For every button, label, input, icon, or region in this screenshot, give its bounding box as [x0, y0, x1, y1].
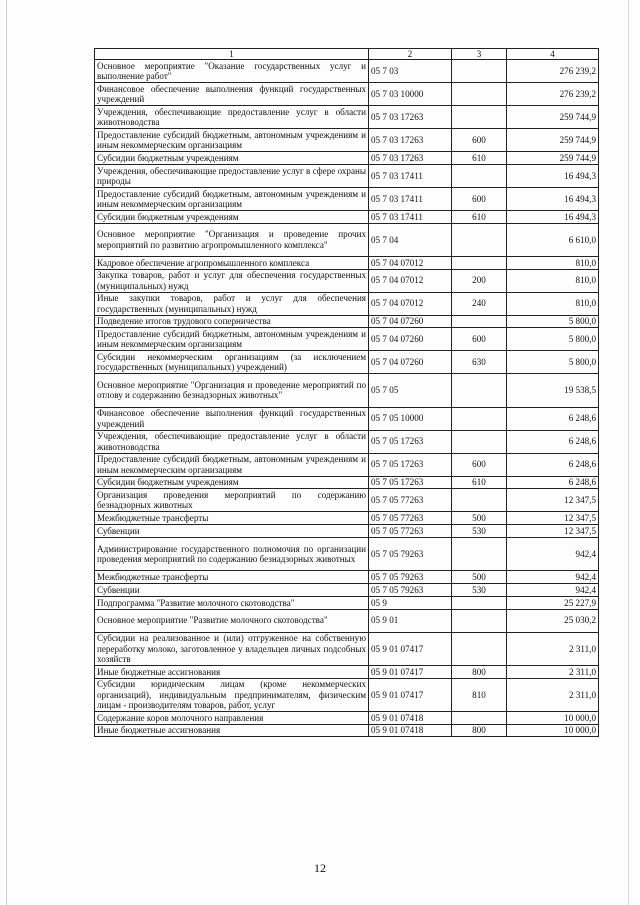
row-amount: 10 000,0: [507, 724, 599, 737]
row-amount: 259 744,9: [507, 106, 599, 129]
table-row: [95, 430, 599, 453]
row-code: 05 9 01 07418: [369, 724, 452, 737]
row-code: 05 7 04 07260: [369, 328, 452, 351]
row-code: 05 7 05 77263: [369, 525, 452, 538]
table-row: [95, 525, 599, 538]
row-expense-type: 600: [452, 453, 507, 476]
row-expense-type: [452, 489, 507, 512]
row-name: Иные закупки товаров, работ и услуг для обеспечения государственных (муниципальных) нужд: [95, 292, 369, 315]
row-amount: 810,0: [507, 256, 599, 269]
table-row: [95, 596, 599, 609]
row-amount: 6 248,6: [507, 430, 599, 453]
row-name: Содержание коров молочного направления: [95, 711, 369, 724]
table-row: [95, 292, 599, 315]
budget-table: [94, 48, 599, 737]
row-code: 05 7 05: [369, 374, 452, 407]
row-name: Подведение итогов трудового соперничества: [95, 315, 369, 328]
row-amount: 25 227,9: [507, 596, 599, 609]
row-code: 05 7 05 17263: [369, 453, 452, 476]
row-amount: 6 248,6: [507, 407, 599, 430]
row-amount: 259 744,9: [507, 152, 599, 165]
row-expense-type: [452, 374, 507, 407]
row-code: 05 7 05 79263: [369, 583, 452, 596]
table-row: [95, 187, 599, 210]
row-name: Основное мероприятие "Оказание государственных услуг и выполнение работ": [95, 60, 369, 83]
row-expense-type: 810: [452, 678, 507, 711]
row-expense-type: [452, 223, 507, 256]
row-code: 05 7 04 07012: [369, 292, 452, 315]
row-name: Субсидии бюджетным учреждениям: [95, 152, 369, 165]
row-name: Администрирование государственного полномочия по организации проведения мероприятий по содержанию безнадзорных животных: [95, 537, 369, 570]
column-header-2: 2: [369, 49, 452, 60]
row-amount: 5 800,0: [507, 328, 599, 351]
row-code: 05 7 03 17263: [369, 106, 452, 129]
table-row: [95, 83, 599, 106]
row-amount: 12 347,5: [507, 512, 599, 525]
row-code: 05 7 05 17263: [369, 476, 452, 489]
table-row: [95, 351, 599, 374]
row-expense-type: [452, 609, 507, 632]
row-expense-type: 800: [452, 665, 507, 678]
row-amount: 810,0: [507, 269, 599, 292]
row-name: Учреждения, обеспечивающие предоставление услуг в области животноводства: [95, 106, 369, 129]
row-amount: 16 494,3: [507, 210, 599, 223]
row-amount: 25 030,2: [507, 609, 599, 632]
row-expense-type: [452, 83, 507, 106]
row-expense-type: 500: [452, 571, 507, 584]
row-code: 05 7 05 79263: [369, 571, 452, 584]
row-expense-type: 630: [452, 351, 507, 374]
row-amount: 276 239,2: [507, 60, 599, 83]
table-row: [95, 632, 599, 665]
column-header-row: [95, 49, 599, 60]
row-code: 05 7 05 77263: [369, 512, 452, 525]
row-name: Межбюджетные трансферты: [95, 512, 369, 525]
row-name: Межбюджетные трансферты: [95, 571, 369, 584]
row-expense-type: 600: [452, 328, 507, 351]
row-expense-type: 800: [452, 724, 507, 737]
row-expense-type: 530: [452, 525, 507, 538]
row-code: 05 7 05 17263: [369, 430, 452, 453]
table-row: [95, 571, 599, 584]
row-code: 05 9 01 07417: [369, 632, 452, 665]
row-code: 05 7 05 79263: [369, 537, 452, 570]
row-code: 05 7 04 07260: [369, 351, 452, 374]
row-expense-type: [452, 632, 507, 665]
table-row: [95, 210, 599, 223]
row-expense-type: [452, 164, 507, 187]
row-code: 05 7 04 07260: [369, 315, 452, 328]
row-expense-type: [452, 256, 507, 269]
table-row: [95, 476, 599, 489]
budget-table-body: [95, 49, 599, 737]
row-expense-type: [452, 60, 507, 83]
row-expense-type: 500: [452, 512, 507, 525]
row-name: Закупка товаров, работ и услуг для обеспечения государственных (муниципальных) нужд: [95, 269, 369, 292]
row-expense-type: 610: [452, 476, 507, 489]
table-row: [95, 711, 599, 724]
row-name: Основное мероприятие "Развитие молочного скотоводства": [95, 609, 369, 632]
row-code: 05 9 01 07417: [369, 678, 452, 711]
row-amount: 276 239,2: [507, 83, 599, 106]
table-row: [95, 374, 599, 407]
row-amount: 12 347,5: [507, 489, 599, 512]
row-code: 05 7 03 17263: [369, 129, 452, 152]
row-expense-type: [452, 106, 507, 129]
table-row: [95, 609, 599, 632]
row-amount: 5 800,0: [507, 315, 599, 328]
row-amount: 810,0: [507, 292, 599, 315]
row-name: Предоставление субсидий бюджетным, автономным учреждениям и иным некоммерческим организациям: [95, 328, 369, 351]
row-name: Субсидии бюджетным учреждениям: [95, 476, 369, 489]
table-row: [95, 256, 599, 269]
table-row: [95, 583, 599, 596]
row-name: Подпрограмма "Развитие молочного скотоводства": [95, 596, 369, 609]
table-row: [95, 106, 599, 129]
row-amount: 2 311,0: [507, 632, 599, 665]
row-code: 05 7 03 17411: [369, 187, 452, 210]
row-code: 05 7 05 10000: [369, 407, 452, 430]
table-row: [95, 453, 599, 476]
table-row: [95, 678, 599, 711]
table-row: [95, 512, 599, 525]
row-name: Субсидии бюджетным учреждениям: [95, 210, 369, 223]
row-name: Субсидии некоммерческим организациям (за исключением государственных (муниципальных) учреждений): [95, 351, 369, 374]
row-code: 05 7 03 17411: [369, 164, 452, 187]
row-amount: 6 248,6: [507, 453, 599, 476]
table-row: [95, 665, 599, 678]
row-expense-type: 610: [452, 210, 507, 223]
row-name: Финансовое обеспечение выполнения функций государственных учреждений: [95, 407, 369, 430]
row-amount: 942,4: [507, 537, 599, 570]
row-name: Основное мероприятие "Организация и проведение мероприятий по отлову и содержанию безнадзорных животных": [95, 374, 369, 407]
row-code: 05 7 03: [369, 60, 452, 83]
row-expense-type: [452, 315, 507, 328]
row-name: Учреждения, обеспечивающие предоставление услуг в области животноводства: [95, 430, 369, 453]
row-amount: 12 347,5: [507, 525, 599, 538]
row-amount: 259 744,9: [507, 129, 599, 152]
table-row: [95, 60, 599, 83]
row-amount: 2 311,0: [507, 678, 599, 711]
row-amount: 16 494,3: [507, 187, 599, 210]
table-row: [95, 315, 599, 328]
row-code: 05 9 01: [369, 609, 452, 632]
row-name: Кадровое обеспечение агропромышленного комплекса: [95, 256, 369, 269]
row-name: Субвенции: [95, 525, 369, 538]
row-code: 05 7 04 07012: [369, 269, 452, 292]
row-expense-type: [452, 407, 507, 430]
row-amount: 5 800,0: [507, 351, 599, 374]
row-code: 05 9 01 07417: [369, 665, 452, 678]
row-name: Иные бюджетные ассигнования: [95, 724, 369, 737]
column-header-1: 1: [95, 49, 369, 60]
row-name: Предоставление субсидий бюджетным, автономным учреждениям и иным некоммерческим организациям: [95, 129, 369, 152]
row-expense-type: [452, 711, 507, 724]
row-code: 05 7 04: [369, 223, 452, 256]
row-code: 05 9 01 07418: [369, 711, 452, 724]
row-expense-type: 530: [452, 583, 507, 596]
row-name: Иные бюджетные ассигнования: [95, 665, 369, 678]
row-amount: 942,4: [507, 583, 599, 596]
row-code: 05 7 03 17263: [369, 152, 452, 165]
table-row: [95, 223, 599, 256]
row-amount: 2 311,0: [507, 665, 599, 678]
row-amount: 6 248,6: [507, 476, 599, 489]
table-row: [95, 537, 599, 570]
row-expense-type: [452, 537, 507, 570]
table-row: [95, 152, 599, 165]
row-amount: 6 610,0: [507, 223, 599, 256]
row-amount: 10 000,0: [507, 711, 599, 724]
table-row: [95, 328, 599, 351]
column-header-4: 4: [507, 49, 599, 60]
row-name: Субсидии юридическим лицам (кроме некоммерческих организаций), индивидуальным предпринимателям, физическим лицам - производителям товаров, работ, услуг: [95, 678, 369, 711]
row-expense-type: 600: [452, 129, 507, 152]
row-expense-type: 240: [452, 292, 507, 315]
row-amount: 16 494,3: [507, 164, 599, 187]
page-number: 12: [314, 861, 326, 875]
table-row: [95, 407, 599, 430]
row-name: Учреждения, обеспечивающие предоставление услуг в сфере охраны природы: [95, 164, 369, 187]
table-row: [95, 269, 599, 292]
row-code: 05 7 05 77263: [369, 489, 452, 512]
row-code: 05 9: [369, 596, 452, 609]
column-header-3: 3: [452, 49, 507, 60]
page-edge-right: [628, 0, 629, 905]
row-name: Субсидии на реализованное и (или) отгруженное на собственную переработку молоко, заготовленное у владельцев личных подсобных хозяйств: [95, 632, 369, 665]
row-expense-type: [452, 596, 507, 609]
table-row: [95, 489, 599, 512]
row-code: 05 7 03 10000: [369, 83, 452, 106]
row-name: Основное мероприятие "Организация и проведение прочих мероприятий по развитию агропромышленного комплекса": [95, 223, 369, 256]
row-name: Предоставление субсидий бюджетным, автономным учреждениям и иным некоммерческим организациям: [95, 453, 369, 476]
row-amount: 19 538,5: [507, 374, 599, 407]
row-expense-type: 600: [452, 187, 507, 210]
row-name: Предоставление субсидий бюджетным, автономным учреждениям и иным некоммерческим организациям: [95, 187, 369, 210]
row-name: Организация проведения мероприятий по содержанию безнадзорных животных: [95, 489, 369, 512]
row-name: Субвенции: [95, 583, 369, 596]
row-code: 05 7 03 17411: [369, 210, 452, 223]
row-amount: 942,4: [507, 571, 599, 584]
row-expense-type: 200: [452, 269, 507, 292]
row-expense-type: 610: [452, 152, 507, 165]
table-row: [95, 164, 599, 187]
table-row: [95, 724, 599, 737]
row-name: Финансовое обеспечение выполнения функций государственных учреждений: [95, 83, 369, 106]
page-edge-left: [6, 0, 7, 905]
row-expense-type: [452, 430, 507, 453]
table-row: [95, 129, 599, 152]
row-code: 05 7 04 07012: [369, 256, 452, 269]
